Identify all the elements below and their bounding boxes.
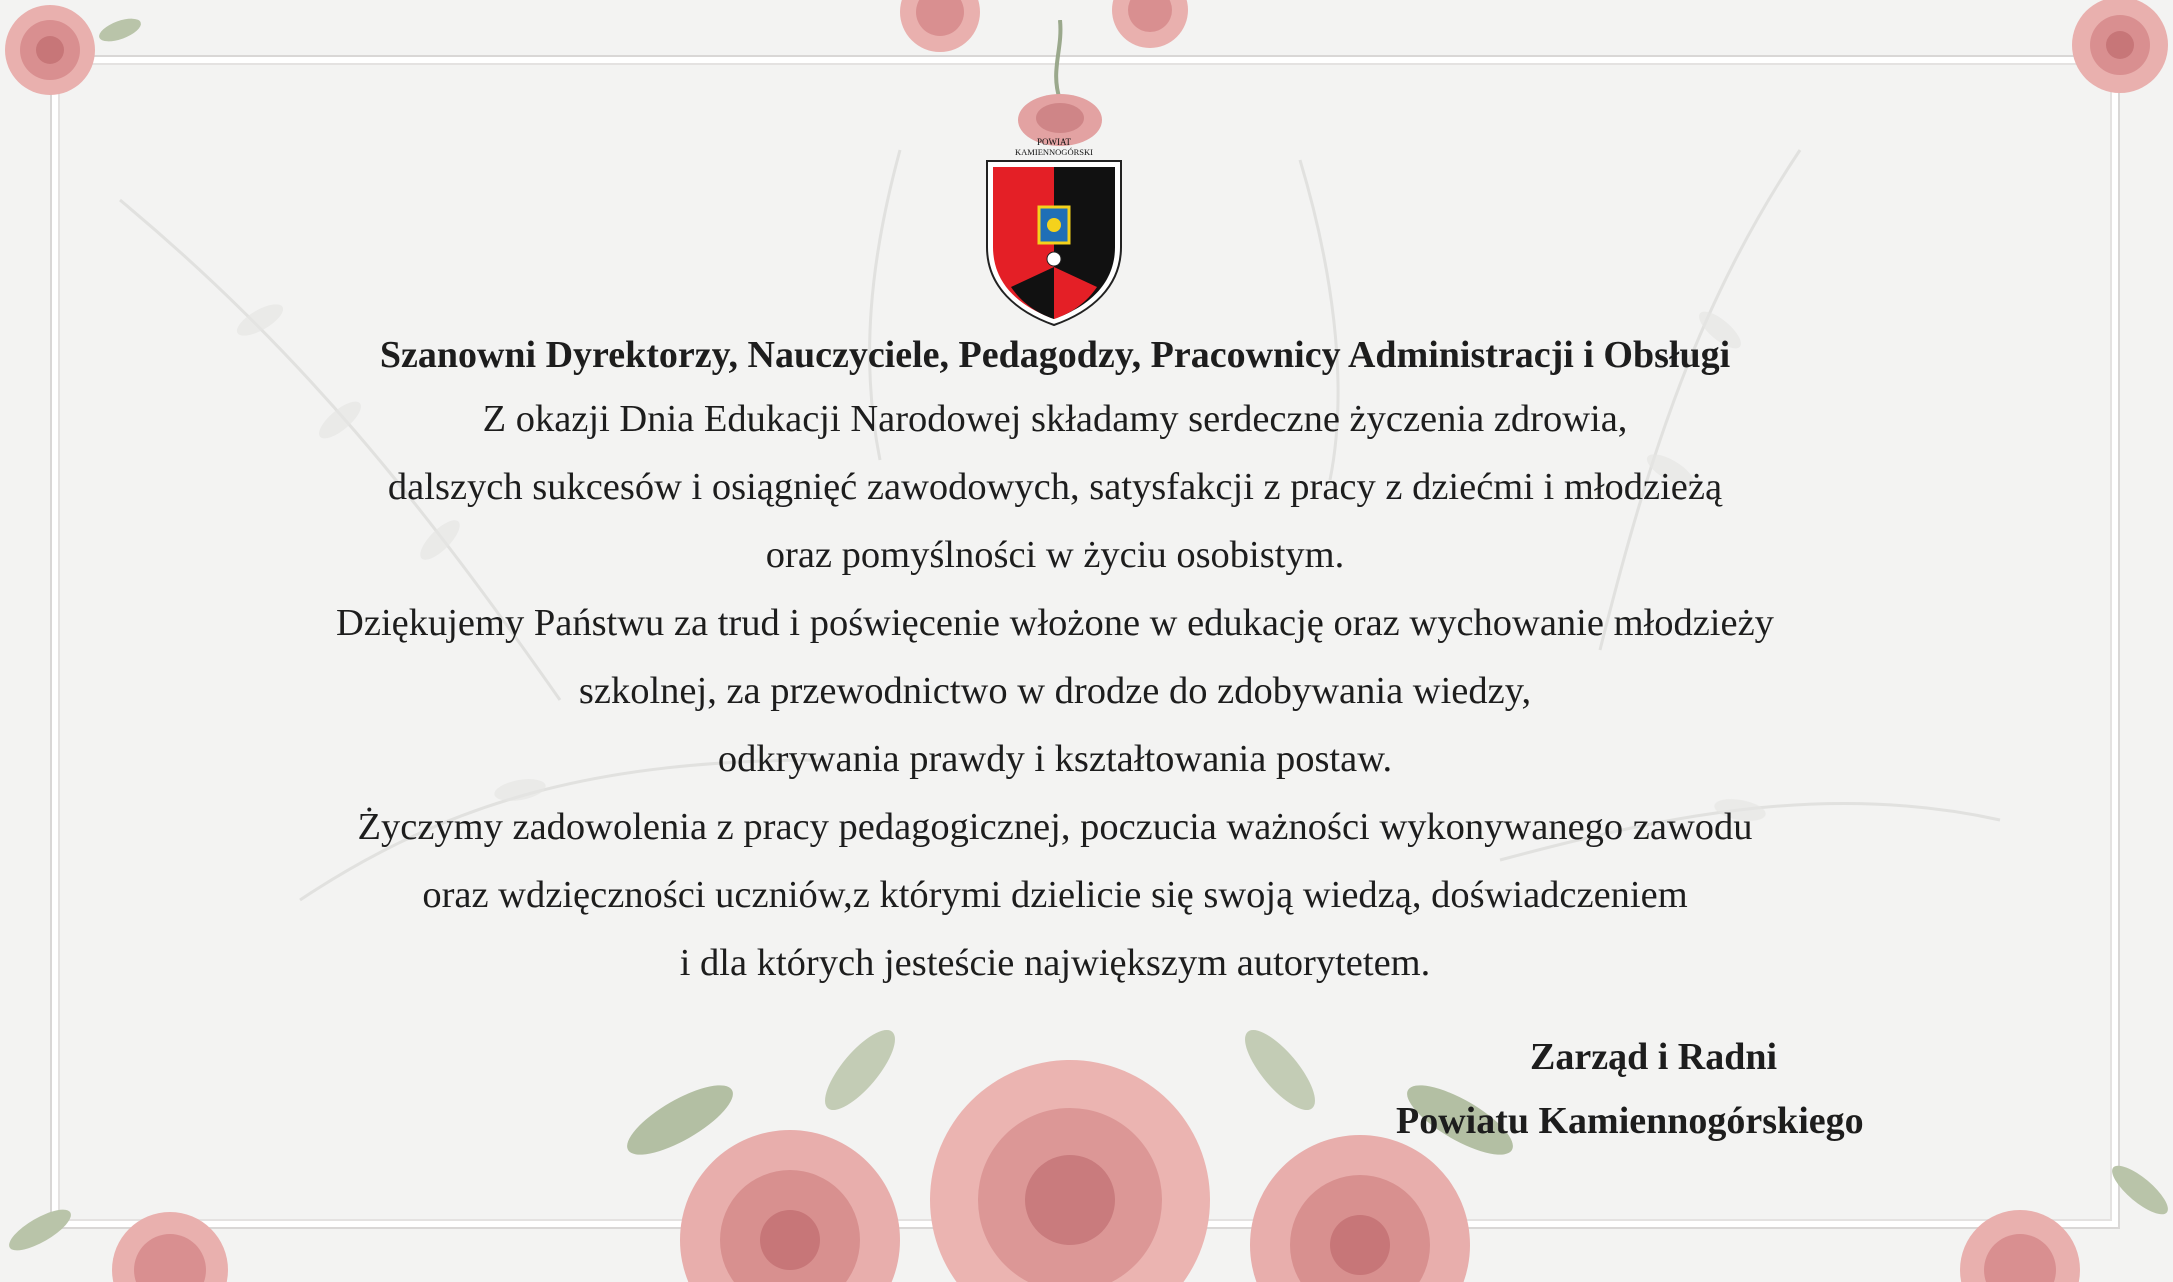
crest-caption-bottom: KAMIENNOGÓRSKI	[1015, 147, 1093, 157]
signature-block	[1330, 1025, 2030, 1153]
crest-caption-top: POWIAT	[1037, 137, 1071, 147]
flower-top-center-left	[870, 0, 1010, 80]
signature-line-2: Powiatu Kamiennogórskiego	[1396, 1100, 1864, 1142]
flower-top-left	[0, 0, 150, 140]
rosebud-top	[1005, 20, 1115, 150]
greeting-line: odkrywania prawdy i kształtowania postaw.	[717, 738, 1393, 780]
greeting-block	[150, 325, 1960, 997]
flower-bottom-left	[0, 1160, 320, 1282]
greeting-line: Dziękujemy Państwu za trud i poświęcenie włożone w edukację oraz wychowanie młodzieży	[336, 602, 1774, 644]
greeting-line: i dla których jesteście największym autorytetem.	[679, 942, 1431, 984]
coat-of-arms	[981, 137, 1127, 327]
greeting-line: szkolnej, za przewodnictwo w drodze do zdobywania wiedzy,	[578, 670, 1532, 712]
signature-line-1: Zarząd i Radni	[1530, 1036, 1778, 1078]
greeting-heading: Szanowni Dyrektorzy, Nauczyciele, Pedagodzy, Pracownicy Administracji i Obsługi	[379, 334, 1731, 376]
greeting-line: Z okazji Dnia Edukacji Narodowej składamy serdeczne życzenia zdrowia,	[482, 398, 1628, 440]
greeting-line: oraz pomyślności w życiu osobistym.	[765, 534, 1345, 576]
flower-top-right	[2030, 0, 2173, 120]
greeting-line: dalszych sukcesów i osiągnięć zawodowych, satysfakcji z pracy z dziećmi i młodzieżą	[387, 466, 1723, 508]
greeting-line: oraz wdzięczności uczniów,z którymi dzielicie się swoją wiedzą, doświadczeniem	[422, 874, 1688, 916]
greeting-line: Życzymy zadowolenia z pracy pedagogicznej, poczucia ważności wykonywanego zawodu	[357, 806, 1753, 848]
